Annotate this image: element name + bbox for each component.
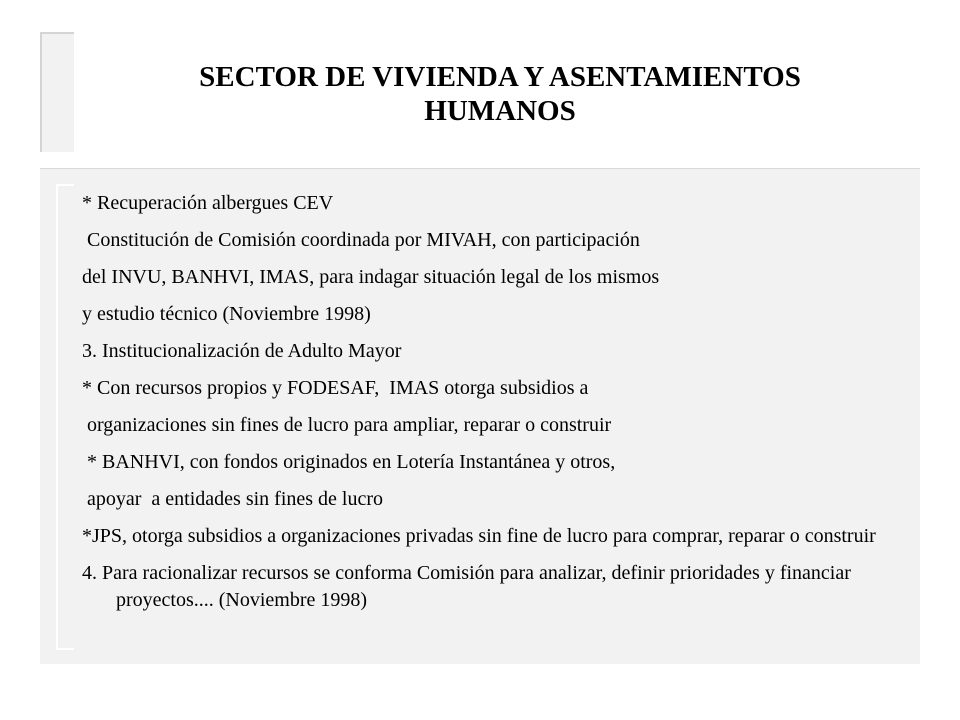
item-4-paragraph: 4. Para racionalizar recursos se conforma Comisión para analizar, definir prioridades y financiar proyectos.... (Noviembre 1998) xyxy=(82,562,851,611)
slide-title-line-1: SECTOR DE VIVIENDA Y ASENTAMIENTOS xyxy=(199,61,801,93)
text-line: apoyar a entidades sin fines de lucro xyxy=(82,488,384,510)
text-line: y estudio técnico (Noviembre 1998) xyxy=(82,303,371,325)
title-accent-bar xyxy=(40,32,74,152)
slide-title xyxy=(100,60,900,128)
text-line: * BANHVI, con fondos originados en Lotería Instantánea y otros, xyxy=(82,451,616,473)
jps-paragraph: *JPS, otorga subsidios a organizaciones privadas sin fine de lucro para comprar, reparar o construir xyxy=(82,525,876,547)
text-line: 3. Institucionalización de Adulto Mayor xyxy=(82,340,402,362)
text-line: del INVU, BANHVI, IMAS, para indagar situación legal de los mismos xyxy=(82,266,660,288)
content-bracket xyxy=(56,184,74,650)
text-line: organizaciones sin fines de lucro para ampliar, reparar o construir xyxy=(82,414,612,436)
text-line: * Con recursos propios y FODESAF, IMAS otorga subsidios a xyxy=(82,377,589,399)
slide-title-line-2: HUMANOS xyxy=(424,95,576,127)
slide-body xyxy=(82,190,912,614)
text-line: Constitución de Comisión coordinada por MIVAH, con participación xyxy=(82,229,640,251)
text-line: * Recuperación albergues CEV xyxy=(82,192,334,214)
